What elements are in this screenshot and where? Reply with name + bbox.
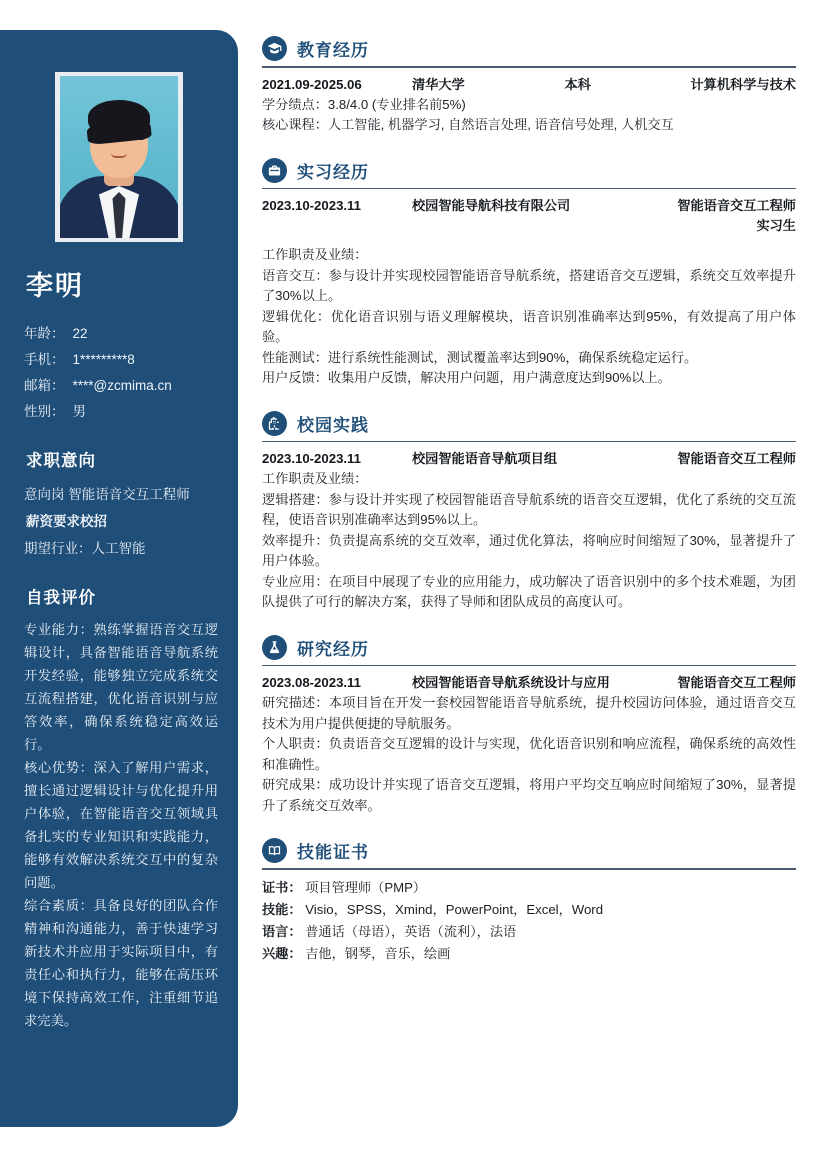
internship-company: 校园智能导航科技有限公司	[412, 198, 571, 213]
section-internship	[262, 158, 796, 389]
job-intent-salary-label: 薪资要求	[26, 514, 80, 529]
skills-row-skills	[262, 899, 796, 921]
skills-value: 项目管理师（PMP）	[305, 879, 427, 895]
skills-row-certificate	[262, 877, 796, 899]
graduation-cap-icon	[262, 36, 287, 61]
field-email	[24, 373, 218, 399]
campus-role: 智能语音交互工程师	[677, 451, 796, 466]
education-courses: 核心课程：人工智能, 机器学习, 自然语言处理, 语音信号处理, 人机交互	[262, 117, 674, 132]
campus-bullet: 逻辑搭建：参与设计并实现了校园智能语音导航系统的语音交互逻辑，优化了系统的交互流程，使语音识别准确率达到95%以上。	[262, 491, 796, 527]
campus-project: 校园智能语音导航项目组	[412, 451, 558, 466]
research-bullet: 研究描述：本项目旨在开发一套校园智能语音导航系统，提升校园访问体验，通过语音交互技术为用户提供便捷的导航服务。	[262, 695, 796, 731]
section-skills-title: 技能证书	[297, 843, 369, 862]
field-phone-label: 手机：	[24, 352, 65, 367]
section-education-header	[262, 36, 796, 61]
self-evaluation-body	[20, 618, 218, 1032]
main-content	[262, 36, 796, 967]
job-intent-salary	[24, 508, 218, 535]
education-school: 清华大学	[412, 76, 465, 92]
self-evaluation-paragraph: 核心优势：深入了解用户需求，擅长通过逻辑设计与优化提升用户体验，在智能语音交互领域具备扎实的专业知识和实践能力，能够有效解决系统交互中的复杂问题。	[24, 760, 218, 890]
self-evaluation-paragraph: 专业能力：熟练掌握语音交互逻辑设计，具备智能语音导航系统开发经验，能够独立完成系统交互流程搭建，优化语音识别与应答效率，确保系统稳定高效运行。	[24, 622, 218, 752]
skills-row-languages	[262, 921, 796, 943]
education-degree: 本科	[564, 76, 591, 92]
internship-role-line2: 实习生	[756, 218, 796, 233]
education-date: 2021.09-2025.06	[262, 76, 362, 92]
internship-bullet: 用户反馈：收集用户反馈，解决用户问题，用户满意度达到90%以上。	[262, 370, 671, 385]
internship-bullet: 逻辑优化：优化语音识别与语义理解模块，语音识别准确率达到95%，有效提高了用户体验。	[262, 308, 796, 344]
field-email-label: 邮箱：	[24, 378, 65, 393]
internship-date: 2023.10-2023.11	[262, 198, 362, 213]
section-research-header	[262, 635, 796, 660]
sidebar	[0, 30, 238, 1127]
avatar-frame	[55, 72, 183, 242]
field-gender-label: 性别：	[24, 404, 65, 419]
section-education-title: 教育经历	[297, 41, 369, 60]
section-campus-practice-title: 校园实践	[297, 415, 369, 435]
skills-row-interests	[262, 943, 796, 965]
research-bullet: 研究成果：成功设计并实现了语音交互逻辑，将用户平均交互响应时间缩短了30%，显著提升了系统交互效率。	[262, 777, 796, 813]
internship-role	[677, 196, 796, 236]
skills-label: 语言：	[262, 923, 302, 939]
building-icon	[262, 411, 287, 436]
internship-entry-row	[262, 196, 796, 236]
job-intent-type-label: 校招	[80, 514, 107, 529]
research-role: 智能语音交互工程师	[677, 675, 796, 690]
job-intent-industry: 期望行业：人工智能	[24, 541, 146, 556]
skills-label: 技能：	[262, 901, 302, 917]
briefcase-icon	[262, 158, 287, 183]
field-phone	[24, 347, 218, 373]
skills-label: 兴趣：	[262, 945, 302, 961]
section-divider	[262, 665, 796, 667]
research-topic: 校园智能语音导航系统设计与应用	[412, 675, 610, 690]
skills-label: 证书：	[262, 879, 302, 895]
avatar	[60, 76, 178, 238]
skills-value: 吉他，钢琴，音乐，绘画	[305, 945, 451, 961]
open-book-icon	[262, 838, 287, 863]
field-gender-value: 男	[72, 404, 86, 419]
section-internship-header	[262, 158, 796, 183]
section-campus-practice-header	[262, 411, 796, 436]
flask-icon	[262, 635, 287, 660]
education-gpa: 学分绩点：3.8/4.0 (专业排名前5%)	[262, 96, 466, 112]
section-research-title: 研究经历	[297, 639, 369, 659]
section-internship-title: 实习经历	[297, 162, 369, 182]
education-entry-row	[262, 75, 796, 95]
job-intent-heading: 求职意向	[26, 452, 96, 470]
candidate-name: 李明	[26, 271, 84, 301]
field-age-value: 22	[72, 326, 88, 341]
section-divider	[262, 441, 796, 443]
internship-subtitle: 工作职责及业绩：	[262, 247, 368, 262]
internship-role-line1: 智能语音交互工程师	[677, 198, 796, 213]
section-skills	[262, 838, 796, 965]
campus-bullet: 专业应用：在项目中展现了专业的应用能力，成功解决了语音识别中的多个技术难题，为团队提供了可行的解决方案，获得了导师和团队成员的高度认可。	[262, 573, 796, 609]
skills-value: Visio，SPSS，Xmind，PowerPoint，Excel，Word	[305, 901, 604, 917]
section-divider	[262, 66, 796, 68]
job-intent-list	[20, 481, 218, 562]
research-bullet: 个人职责：负责语音交互逻辑的设计与实现，优化语音识别和响应流程，确保系统的高效性和准确性。	[262, 736, 796, 772]
section-divider	[262, 188, 796, 190]
section-divider	[262, 868, 796, 870]
section-campus-practice	[262, 411, 796, 613]
section-research	[262, 635, 796, 817]
self-evaluation-heading: 自我评价	[26, 589, 96, 607]
internship-bullet: 语音交互：参与设计并实现校园智能语音导航系统，搭建语音交互逻辑，系统交互效率提升了30%以上。	[262, 267, 796, 303]
field-age-label: 年龄：	[24, 326, 65, 341]
education-major: 计算机科学与技术	[690, 76, 796, 92]
campus-subtitle: 工作职责及业绩：	[262, 471, 368, 486]
field-age	[24, 321, 218, 347]
skills-value: 普通话（母语），英语（流利），法语	[305, 923, 517, 939]
field-gender	[24, 399, 218, 425]
campus-date: 2023.10-2023.11	[262, 451, 362, 466]
campus-bullet: 效率提升：负责提高系统的交互效率，通过优化算法，将响应时间缩短了30%，显著提升了用户体验。	[262, 532, 796, 568]
section-skills-header	[262, 838, 796, 863]
field-phone-value: 1*********8	[72, 352, 135, 367]
job-intent-position: 意向岗 智能语音交互工程师	[24, 487, 190, 502]
section-education	[262, 36, 796, 136]
research-date: 2023.08-2023.11	[262, 675, 362, 690]
research-entry-row	[262, 673, 796, 693]
field-email-value: ****@zcmima.cn	[72, 378, 172, 393]
campus-entry-row	[262, 449, 796, 469]
self-evaluation-paragraph: 综合素质：具备良好的团队合作精神和沟通能力，善于快速学习新技术并应用于实际项目中，有责任心和执行力，能够在高压环境下保持高效工作，注重细节追求完美。	[24, 898, 218, 1028]
contact-fields	[20, 321, 218, 425]
internship-bullet: 性能测试：进行系统性能测试，测试覆盖率达到90%，确保系统稳定运行。	[262, 349, 698, 365]
